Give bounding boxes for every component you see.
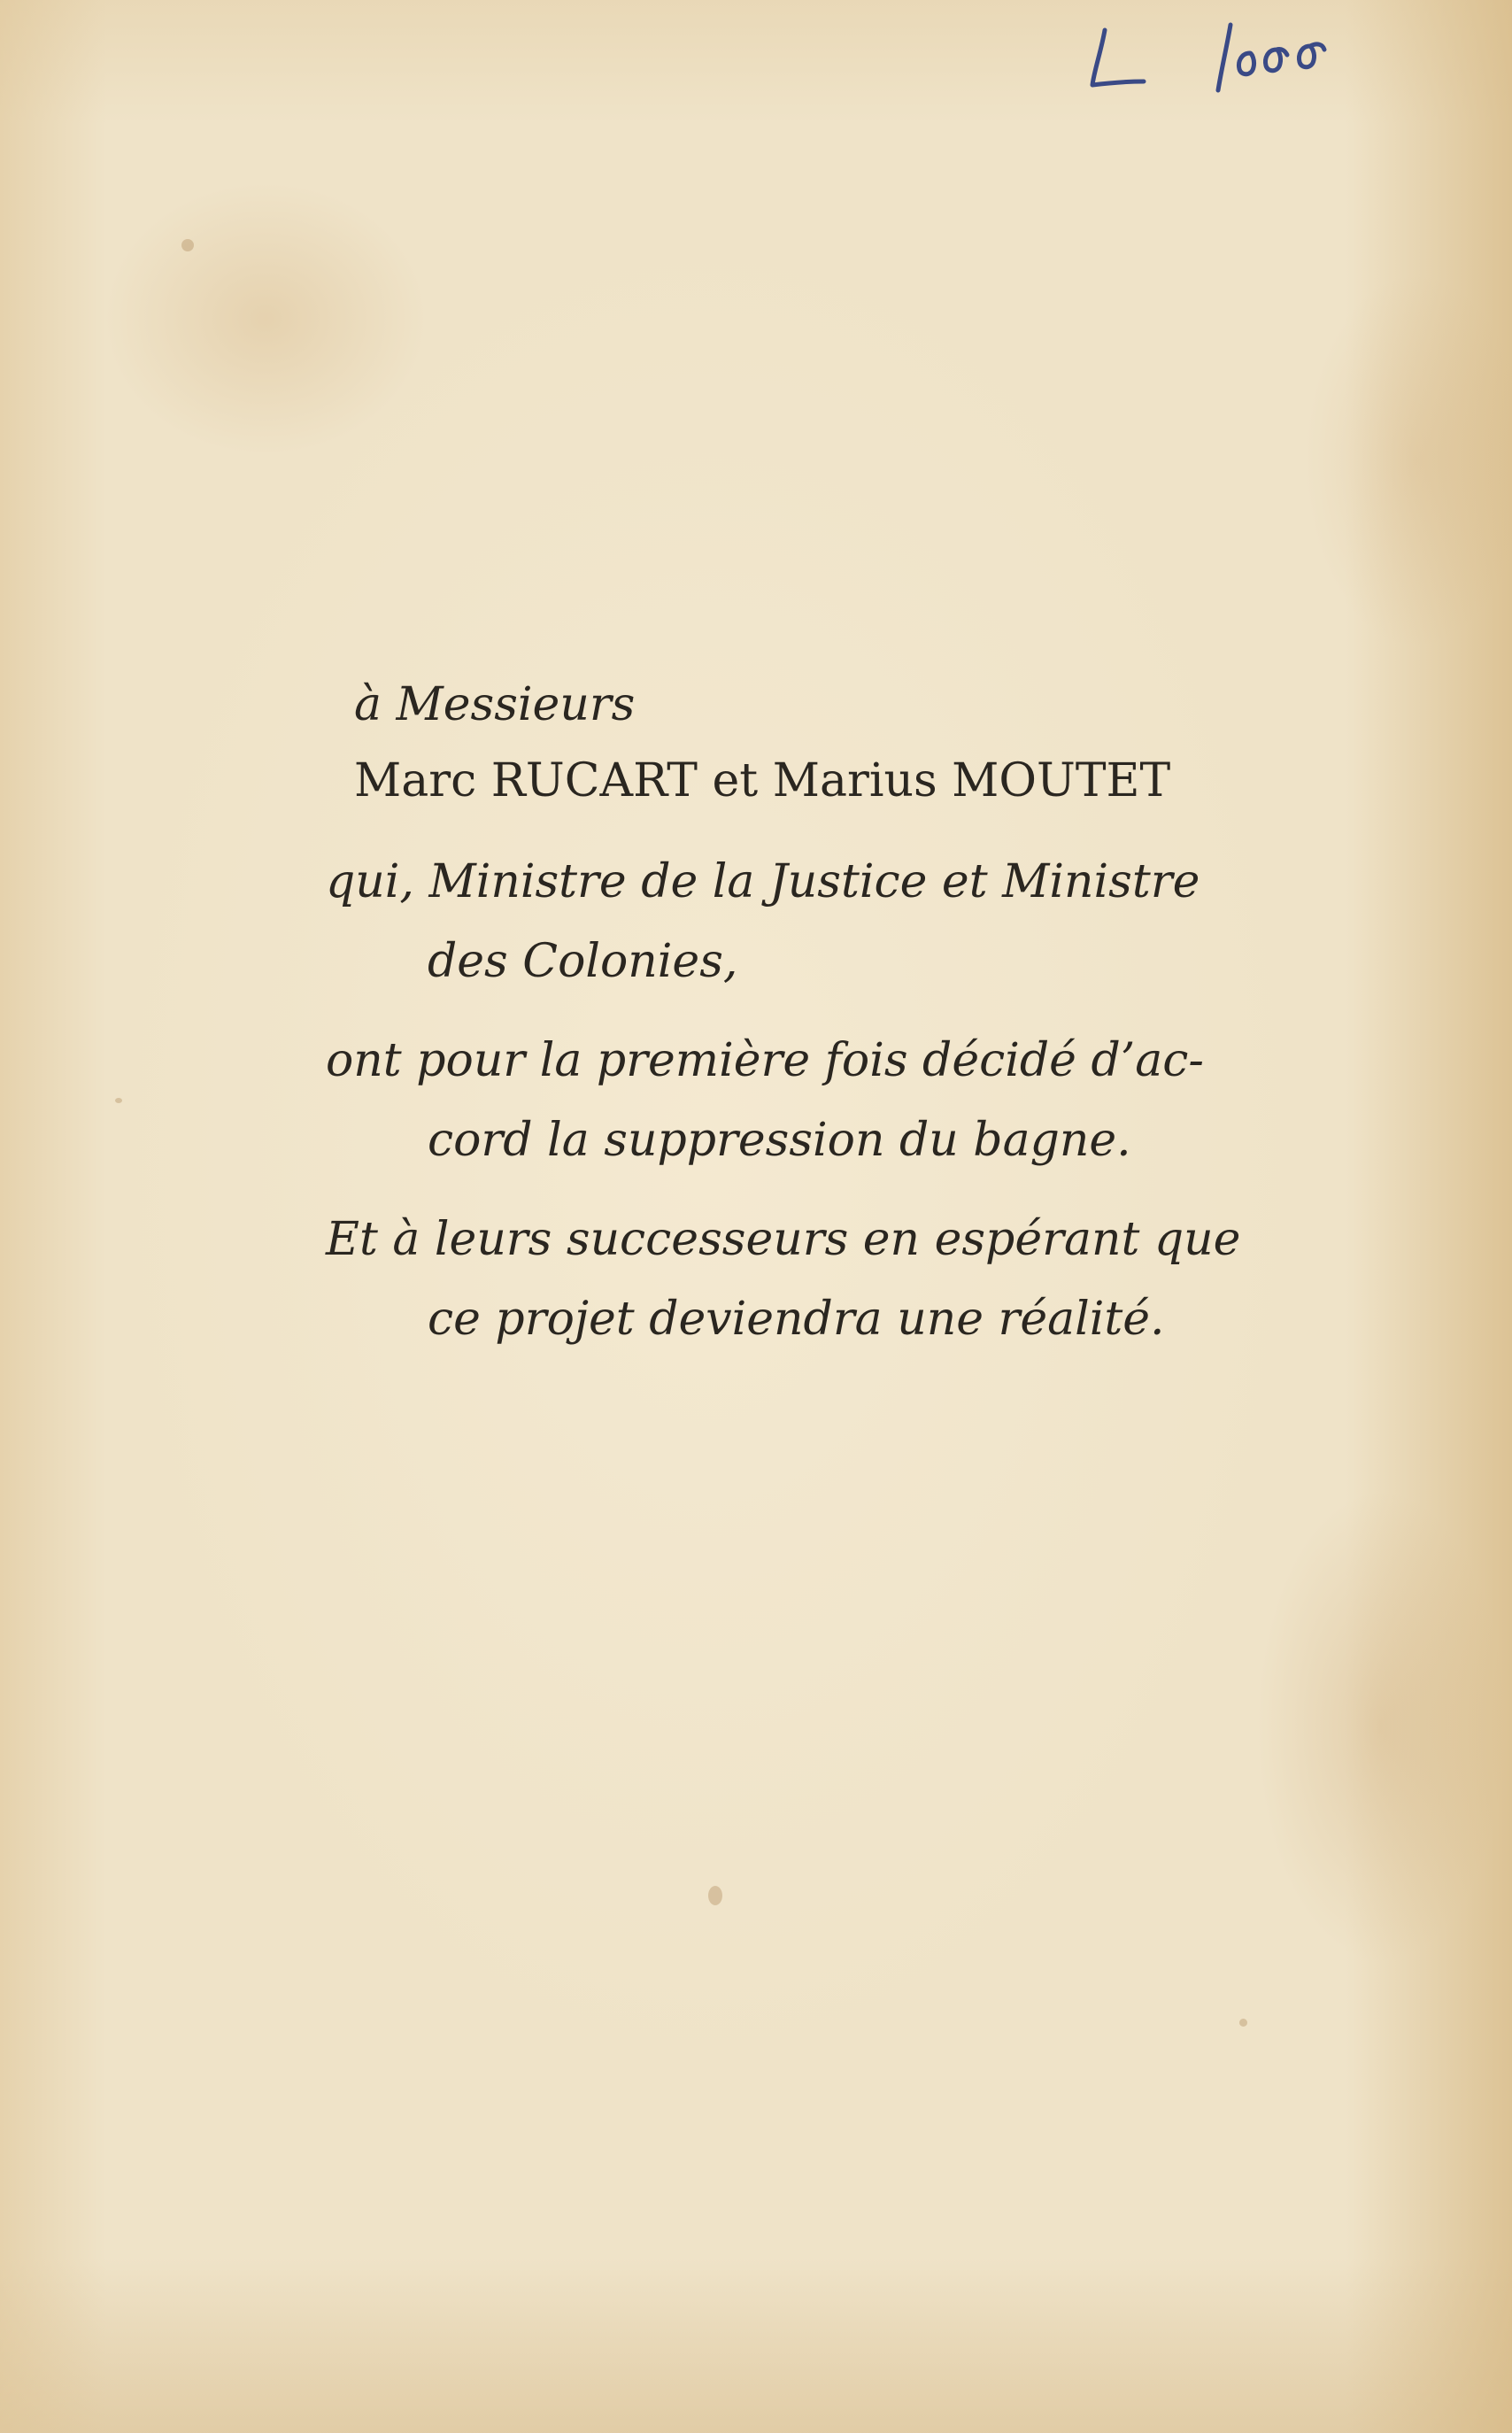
dedication-line-5: ont pour la première fois décidé d’ac-	[326, 1034, 1204, 1087]
paper-spot	[708, 1886, 722, 1905]
paper-spot	[181, 239, 194, 251]
dedication-line-2: Marc RUCART et Marius MOUTET	[354, 754, 1171, 807]
dedication-line-6: cord la suppression du bagne.	[428, 1114, 1131, 1167]
paper-spot	[115, 1098, 122, 1103]
dedication-line-1: à Messieurs	[354, 678, 636, 731]
paper-spot	[1239, 2019, 1247, 2027]
dedication-line-8: ce projet deviendra une réalité.	[428, 1293, 1165, 1346]
dedication-line-3: qui, Ministre de la Justice et Ministre	[326, 855, 1200, 908]
handwritten-shelfmark	[1089, 19, 1408, 99]
dedication-line-7: Et à leurs successeurs en espérant que	[326, 1213, 1241, 1266]
dedication-line-4: des Colonies,	[428, 935, 738, 988]
